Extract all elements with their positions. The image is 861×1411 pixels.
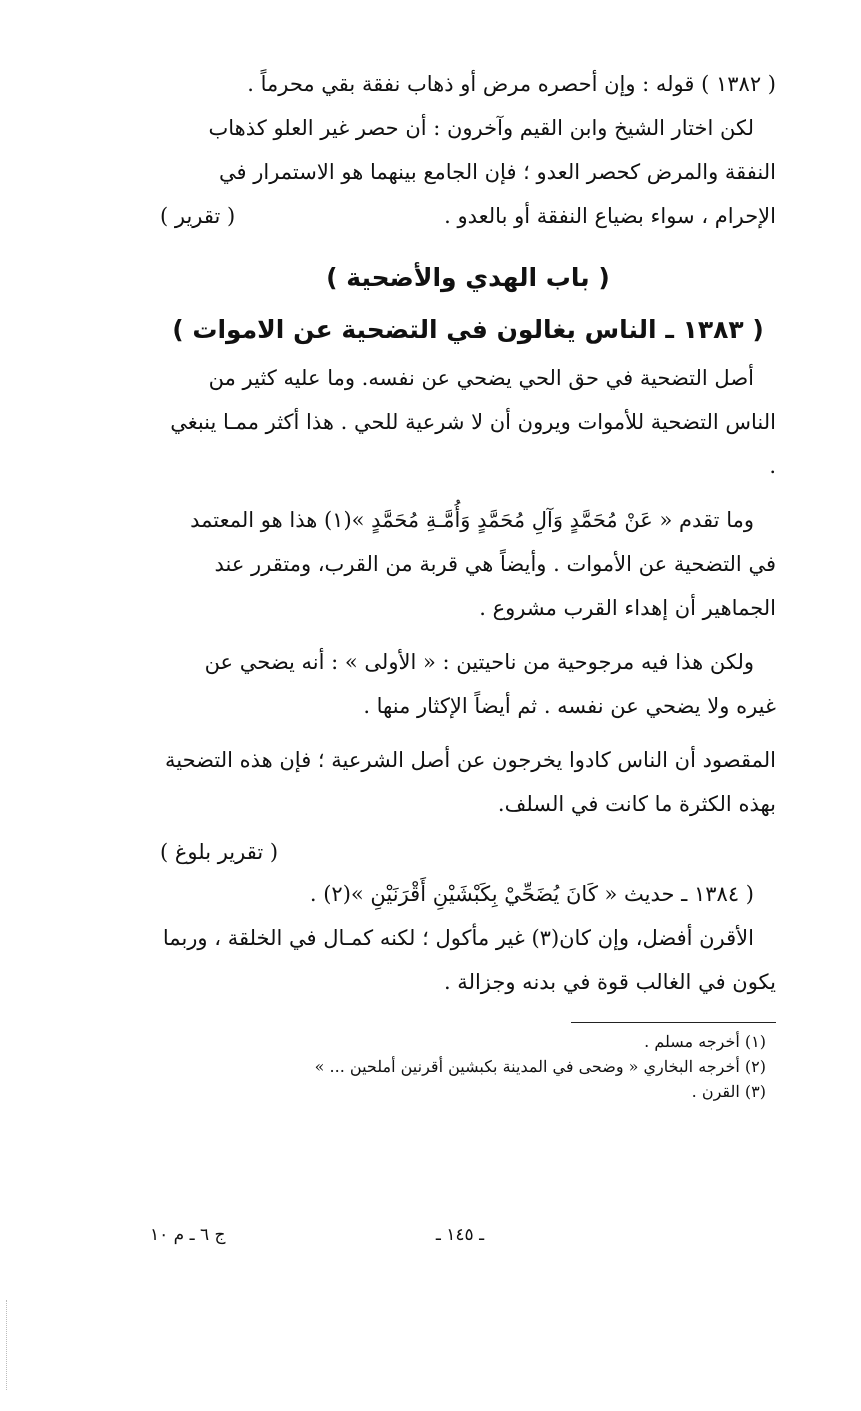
paragraph-1382: ( ١٣٨٢ ) قوله : وإن أحصره مرض أو ذهاب نفقة بقي محرماً .: [247, 72, 776, 96]
paragraph-hasr: [160, 106, 776, 238]
chapter-heading: ( باب الهدي والأضحية ): [326, 263, 610, 292]
footnote-1: (١) أخرجه مسلم .: [644, 1032, 766, 1051]
paragraph-marjuhiya: ولكن هذا فيه مرجوحية من ناحيتين : « الأولى » : أنه يضحي عن غيره ولا يضحي عن نفسه . ثم أيضاً الإكثار منها .: [204, 650, 776, 718]
paragraph-1384: ( ١٣٨٤ ـ حديث « كَانَ يُضَحِّيْ بِكَبْشَيْنِ أَقْرَنَيْنِ »(٢) .: [309, 882, 754, 906]
printer-signature: ج ٦ ـ م ١٠: [150, 1225, 226, 1245]
scan-edge-mark: [6, 1300, 8, 1390]
paragraph-asl-tadhiya: أصل التضحية في حق الحي يضحي عن نفسه. وما عليه كثير من الناس التضحية للأموات ويرون أن لا شرعية للحي . هذا أكثر ممـا ينبغي .: [170, 366, 776, 478]
footnotes: [160, 1029, 776, 1104]
footnote-3: (٣) القرن .: [691, 1082, 766, 1101]
document-page: [160, 62, 776, 1104]
footnote-divider: [571, 1022, 776, 1023]
source-note-taqrir: ( تقرير ): [160, 204, 236, 228]
paragraph-hadith-muhammad: وما تقدم « عَنْ مُحَمَّدٍ وَآلِ مُحَمَّدٍ وَأُمَّـةِ مُحَمَّدٍ »(١) هذا هو المعتمد في التضحية عن الأموات . وأيضاً هي قربة من القرب، ومتقرر عند الجماهير أن إهداء القرب مشروع .: [190, 508, 776, 620]
paragraph-hasr-text: لكن اختار الشيخ وابن القيم وآخرون : أن حصر غير العلو كذهاب النفقة والمرض كحصر العدو ؛ فإن الجامع بينهما هو الاستمرار في الإحرام ، سواء بضياع النفقة أو بالعدو .: [208, 116, 776, 228]
paragraph-maqsud: المقصود أن الناس كادوا يخرجون عن أصل الشرعية ؛ فإن هذه التضحية بهذه الكثرة ما كانت في السلف.: [165, 748, 776, 816]
section-heading-1383: ( ١٣٨٣ ـ الناس يغالون في التضحية عن الاموات ): [172, 315, 764, 344]
page-footer: [140, 1225, 780, 1255]
footnote-2: (٢) أخرجه البخاري « وضحى في المدينة بكبشين أقرنين أملحين ... »: [314, 1057, 766, 1076]
page-number: ـ ١٤٥ ـ: [435, 1225, 485, 1245]
paragraph-aqran: الأقرن أفضل، وإن كان(٣) غير مأكول ؛ لكنه كمـال في الخلقة ، وربما يكون في الغالب قوة في بدنه وجزالة .: [162, 926, 776, 994]
source-note-taqrir-bulugh: ( تقرير بلوغ ): [160, 840, 279, 864]
